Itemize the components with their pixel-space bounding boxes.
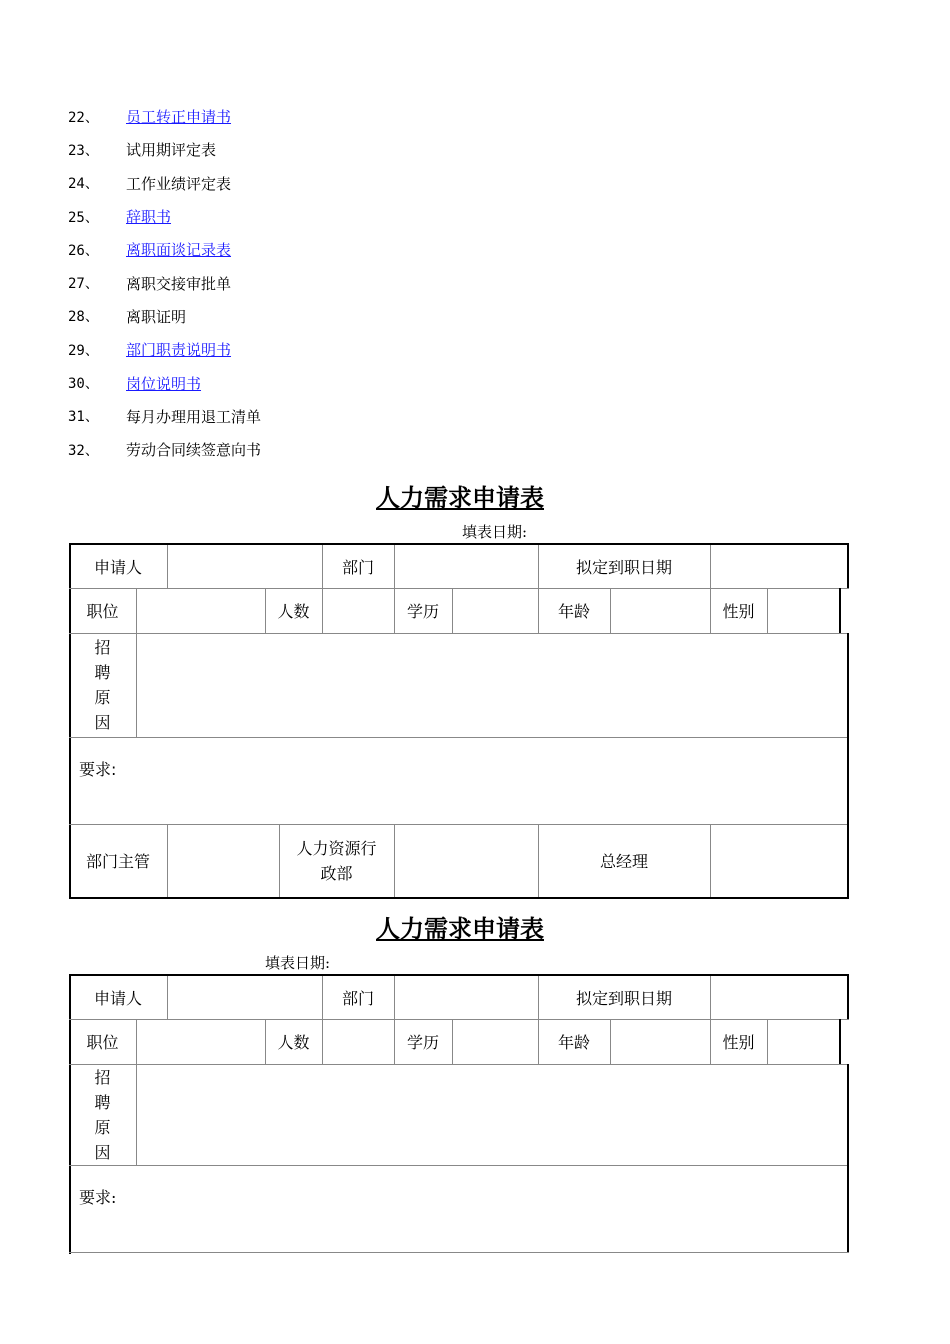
department-field[interactable] xyxy=(394,545,538,588)
age-label: 年龄 xyxy=(557,1033,590,1052)
headcount-label: 人数 xyxy=(277,602,310,621)
dept-manager-label: 部门主管 xyxy=(85,852,150,871)
item-number: 32、 xyxy=(68,442,99,459)
recruitment-reason-label: 招 聘 原 因 xyxy=(94,1067,111,1162)
gender-label: 性别 xyxy=(722,602,755,621)
list-item xyxy=(68,400,668,433)
position-label: 职位 xyxy=(86,602,119,621)
education-field[interactable] xyxy=(452,588,538,633)
item-number: 26、 xyxy=(68,242,99,259)
form-row xyxy=(69,737,849,824)
fill-date-label: 填表日期: xyxy=(265,954,331,972)
department-field[interactable] xyxy=(394,976,538,1019)
item-link[interactable]: 岗位说明书 xyxy=(126,374,202,393)
item-number: 30、 xyxy=(68,376,99,393)
form-row xyxy=(69,633,849,737)
list-item xyxy=(68,433,668,466)
hr-admin-signature[interactable] xyxy=(394,824,538,897)
applicant-field[interactable] xyxy=(167,976,322,1019)
education-field[interactable] xyxy=(452,1019,538,1064)
age-label: 年龄 xyxy=(557,602,590,621)
age-field[interactable] xyxy=(610,1019,710,1064)
requirements-label: 要求: xyxy=(79,760,117,779)
gender-label: 性别 xyxy=(722,1033,755,1052)
item-number: 22、 xyxy=(68,109,99,126)
item-number: 31、 xyxy=(68,409,99,426)
education-label: 学历 xyxy=(406,602,439,621)
list-item xyxy=(68,200,668,233)
item-number: 27、 xyxy=(68,276,99,293)
requisition-form xyxy=(69,974,849,1254)
form-row xyxy=(69,1064,849,1165)
list-item xyxy=(68,300,668,333)
recruitment-reason-label: 招 聘 原 因 xyxy=(94,638,111,732)
recruitment-reason-field[interactable] xyxy=(136,1064,847,1165)
planned-date-field[interactable] xyxy=(710,976,847,1019)
list-item xyxy=(68,167,668,200)
document-list xyxy=(68,100,668,466)
headcount-field[interactable] xyxy=(322,588,394,633)
form-row xyxy=(69,545,849,588)
planned-date-label: 拟定到职日期 xyxy=(575,558,672,577)
item-link[interactable]: 辞职书 xyxy=(126,208,172,227)
requisition-form xyxy=(69,543,849,899)
form-row xyxy=(69,588,849,633)
position-field[interactable] xyxy=(136,588,265,633)
education-label: 学历 xyxy=(406,1033,439,1052)
item-link[interactable]: 部门职责说明书 xyxy=(126,341,232,360)
form-row xyxy=(69,1165,849,1252)
requirements-label: 要求: xyxy=(79,1188,117,1207)
item-number: 29、 xyxy=(68,342,99,359)
department-label: 部门 xyxy=(341,989,374,1008)
applicant-field[interactable] xyxy=(167,545,322,588)
list-item xyxy=(68,333,668,366)
position-field[interactable] xyxy=(136,1019,265,1064)
gm-signature[interactable] xyxy=(710,824,847,897)
item-number: 28、 xyxy=(68,309,99,326)
gm-label: 总经理 xyxy=(599,852,648,871)
form-title: 人力需求申请表 xyxy=(376,915,544,943)
list-item xyxy=(68,266,668,299)
department-label: 部门 xyxy=(341,558,374,577)
dept-manager-signature[interactable] xyxy=(167,824,279,897)
list-item xyxy=(68,133,668,166)
planned-date-field[interactable] xyxy=(710,545,847,588)
form-row xyxy=(69,976,849,1019)
item-link[interactable]: 员工转正申请书 xyxy=(126,108,232,127)
item-link[interactable]: 离职面谈记录表 xyxy=(126,241,232,260)
form-row xyxy=(69,824,849,897)
item-number: 25、 xyxy=(68,209,99,226)
position-label: 职位 xyxy=(86,1033,119,1052)
gender-field[interactable] xyxy=(767,588,839,633)
planned-date-label: 拟定到职日期 xyxy=(575,989,672,1008)
item-number: 24、 xyxy=(68,176,99,193)
recruitment-reason-field[interactable] xyxy=(136,633,847,737)
item-number: 23、 xyxy=(68,142,99,159)
list-item xyxy=(68,366,668,399)
hr-admin-label: 人力资源行 政部 xyxy=(296,838,377,883)
item-text: 劳动合同续签意向书 xyxy=(126,441,262,460)
fill-date-label: 填表日期: xyxy=(462,523,528,541)
form-title: 人力需求申请表 xyxy=(376,484,544,512)
headcount-label: 人数 xyxy=(277,1033,310,1052)
form-border xyxy=(69,897,849,899)
age-field[interactable] xyxy=(610,588,710,633)
form-row xyxy=(69,1019,849,1064)
item-text: 工作业绩评定表 xyxy=(126,174,232,193)
applicant-label: 申请人 xyxy=(93,558,142,577)
item-text: 离职交接审批单 xyxy=(126,274,232,293)
list-item xyxy=(68,100,668,133)
list-item xyxy=(68,233,668,266)
item-text: 试用期评定表 xyxy=(126,141,217,160)
applicant-label: 申请人 xyxy=(93,989,142,1008)
item-text: 每月办理用退工清单 xyxy=(126,407,262,426)
gender-field[interactable] xyxy=(767,1019,839,1064)
headcount-field[interactable] xyxy=(322,1019,394,1064)
item-text: 离职证明 xyxy=(126,307,187,326)
